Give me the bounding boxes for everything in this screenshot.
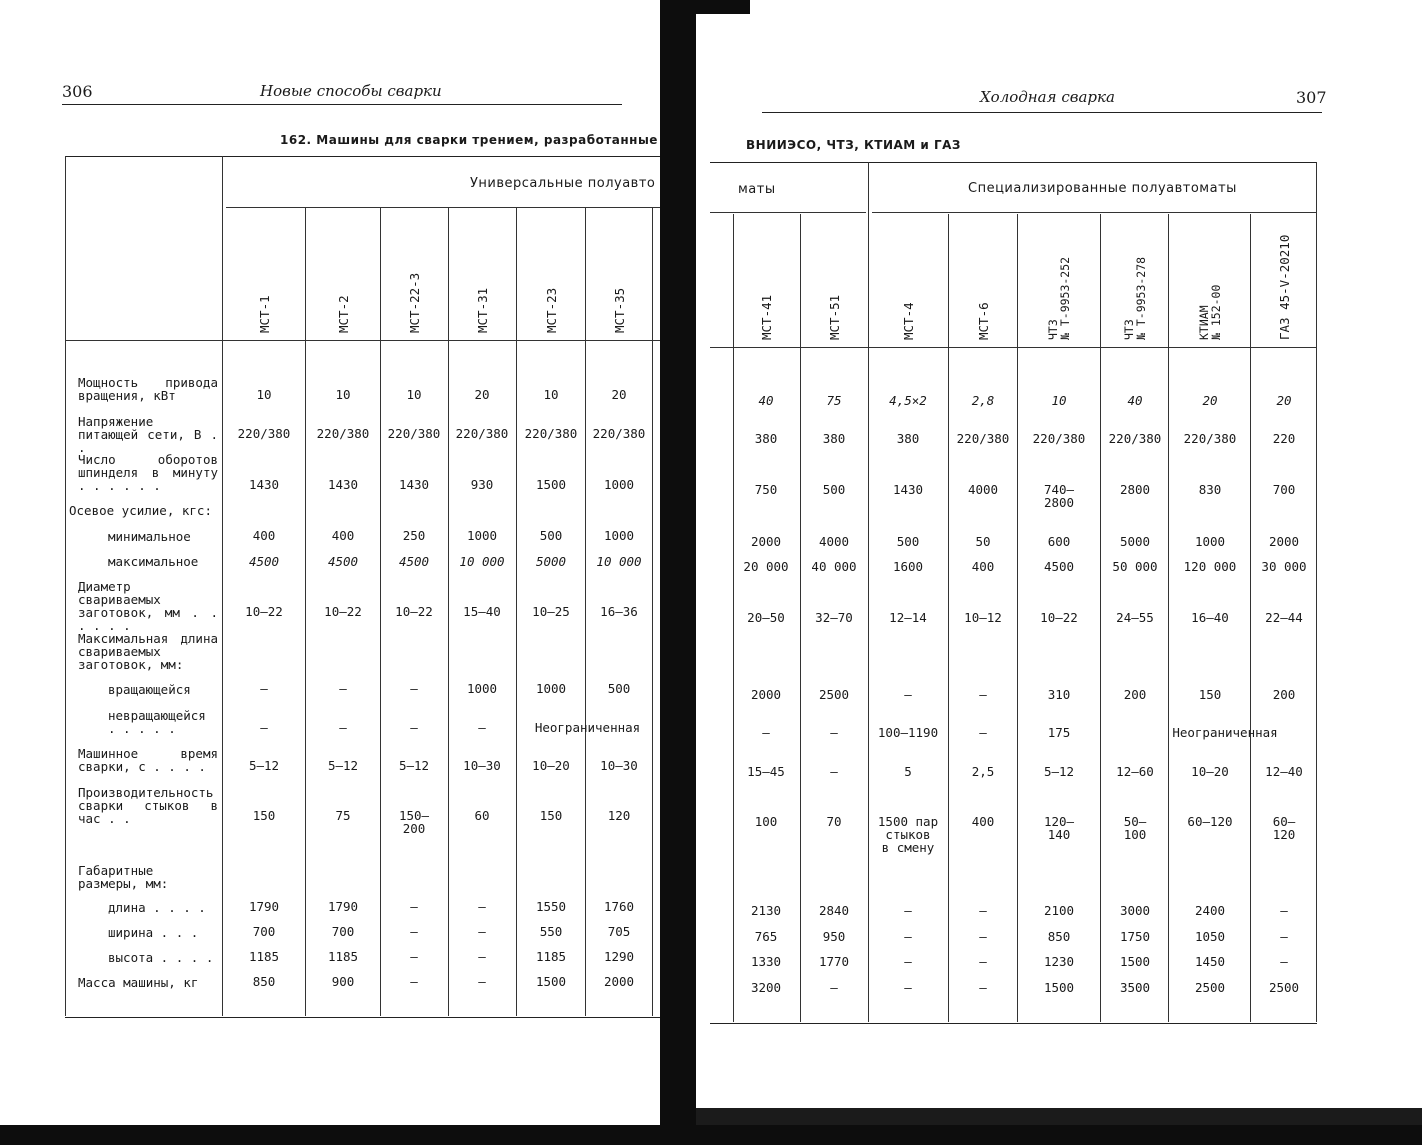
row-label-axial-min: минимальное bbox=[108, 529, 191, 544]
cell-rpm: 1430 bbox=[398, 477, 430, 492]
cell-productivity: 70 bbox=[826, 814, 842, 829]
cell-rotating: 150 bbox=[1198, 687, 1222, 702]
cell-mass: 3200 bbox=[750, 980, 782, 995]
cell-width: 550 bbox=[539, 924, 563, 939]
table-caption-right: ВНИИЭСО, ЧТЗ, КТИАМ и ГАЗ bbox=[746, 138, 961, 152]
row-label-rotating: вращающейся bbox=[108, 682, 191, 697]
cell-mass: — bbox=[979, 980, 987, 995]
cell-axial-min: 400 bbox=[252, 528, 276, 543]
cell-productivity: 150 bbox=[252, 808, 276, 823]
column-header: МСТ-35 bbox=[612, 287, 627, 333]
cell-mass: 2500 bbox=[1268, 980, 1300, 995]
row-label-rpm: Число оборотов шпинделя в минуту . . . . . . bbox=[78, 452, 218, 493]
cell-rpm: 740— 2800 bbox=[1043, 482, 1075, 510]
cell-mass: 1500 bbox=[535, 974, 567, 989]
cell-length: — bbox=[478, 899, 486, 914]
group-header-specialized: Специализированные полуавтоматы bbox=[968, 181, 1237, 196]
cell-productivity: 120— 140 bbox=[1043, 814, 1075, 842]
cell-mass: 2500 bbox=[1194, 980, 1226, 995]
cell-rpm: 2800 bbox=[1119, 482, 1151, 497]
cell-height: 1185 bbox=[535, 949, 567, 964]
cell-rotating: — bbox=[904, 687, 912, 702]
column-header: МСТ-6 bbox=[976, 302, 991, 340]
cell-diameter: 12—14 bbox=[889, 610, 927, 625]
cell-axial-max: 50 000 bbox=[1112, 559, 1158, 574]
cell-rpm: 500 bbox=[822, 482, 846, 497]
column-header: ГАЗ 45-V-20210 bbox=[1277, 234, 1292, 340]
cell-diameter: 20—50 bbox=[747, 610, 785, 625]
cell-rotating: — bbox=[410, 681, 418, 696]
cell-productivity: 100 bbox=[754, 814, 778, 829]
cell-width: — bbox=[410, 924, 418, 939]
cell-rotating: 1000 bbox=[535, 681, 567, 696]
cell-diameter: 24—55 bbox=[1116, 610, 1154, 625]
cell-axial-min: 50 bbox=[975, 534, 991, 549]
cell-length: 2400 bbox=[1194, 903, 1226, 918]
cell-rpm: 1430 bbox=[327, 477, 359, 492]
cell-height: — bbox=[478, 949, 486, 964]
cell-axial-min: 4000 bbox=[818, 534, 850, 549]
cell-voltage: 220/380 bbox=[524, 426, 578, 441]
cell-weld-time: 12—60 bbox=[1116, 764, 1154, 779]
cell-nonrotating: 175 bbox=[1047, 725, 1071, 740]
cell-length: — bbox=[979, 903, 987, 918]
cell-axial-max: 120 000 bbox=[1183, 559, 1237, 574]
column-header: МСТ-1 bbox=[257, 295, 272, 333]
cell-height: 1330 bbox=[750, 954, 782, 969]
cell-weld-time: 5—12 bbox=[1043, 764, 1075, 779]
cell-rpm: 930 bbox=[470, 477, 494, 492]
cell-width: — bbox=[979, 929, 987, 944]
cell-mass: 1500 bbox=[1043, 980, 1075, 995]
cell-length: 2130 bbox=[750, 903, 782, 918]
column-header: ЧТЗ bbox=[1046, 319, 1060, 340]
cell-diameter: 10—22 bbox=[245, 604, 283, 619]
cell-diameter: 32—70 bbox=[815, 610, 853, 625]
cell-rotating: — bbox=[339, 681, 347, 696]
cell-mass: — bbox=[478, 974, 486, 989]
cell-height: 1290 bbox=[603, 949, 635, 964]
cell-width: — bbox=[478, 924, 486, 939]
cell-axial-max: 10 000 bbox=[596, 554, 642, 569]
cell-mass: — bbox=[904, 980, 912, 995]
cell-width: 700 bbox=[252, 924, 276, 939]
cell-rpm: 830 bbox=[1198, 482, 1222, 497]
cell-height: 1450 bbox=[1194, 954, 1226, 969]
cell-weld-time: 5 bbox=[904, 764, 912, 779]
cell-diameter: 15—40 bbox=[463, 604, 501, 619]
row-label-mass: Масса машины, кг bbox=[78, 975, 199, 990]
cell-axial-min: 2000 bbox=[750, 534, 782, 549]
cell-height: 1500 bbox=[1119, 954, 1151, 969]
cell-width: — bbox=[904, 929, 912, 944]
cell-rotating: 2000 bbox=[750, 687, 782, 702]
cell-nonrotating: — bbox=[410, 720, 418, 735]
cell-width: 705 bbox=[607, 924, 631, 939]
cell-diameter: 22—44 bbox=[1265, 610, 1303, 625]
cell-length: 2840 bbox=[818, 903, 850, 918]
cell-axial-max: 5000 bbox=[535, 554, 567, 569]
scan-bottom-edge bbox=[0, 1125, 1422, 1145]
cell-weld-time: 5—12 bbox=[327, 758, 359, 773]
cell-weld-time: 10—30 bbox=[600, 758, 638, 773]
cell-width: 850 bbox=[1047, 929, 1071, 944]
group-header-cont: маты bbox=[738, 182, 776, 197]
cell-length: 1790 bbox=[327, 899, 359, 914]
cell-mass: — bbox=[410, 974, 418, 989]
cell-length: — bbox=[1280, 903, 1288, 918]
cell-diameter: 10—22 bbox=[1040, 610, 1078, 625]
row-label-length: длина . . . . bbox=[108, 900, 206, 915]
cell-rotating: 500 bbox=[607, 681, 631, 696]
left-page-number: 306 bbox=[62, 82, 93, 101]
cell-voltage: 220/380 bbox=[592, 426, 646, 441]
cell-height: — bbox=[904, 954, 912, 969]
column-header: МСТ-22-3 bbox=[407, 272, 422, 333]
cell-axial-min: 250 bbox=[402, 528, 426, 543]
cell-height: 1185 bbox=[248, 949, 280, 964]
cell-nonrotating: — bbox=[260, 720, 268, 735]
cell-height: 1185 bbox=[327, 949, 359, 964]
column-header: № Т-9953-252 bbox=[1058, 256, 1072, 340]
left-running-head: Новые способы сварки bbox=[260, 82, 442, 100]
cell-width: 950 bbox=[822, 929, 846, 944]
cell-axial-min: 1000 bbox=[603, 528, 635, 543]
cell-diameter: 10—22 bbox=[324, 604, 362, 619]
cell-length: 1550 bbox=[535, 899, 567, 914]
cell-mass: 2000 bbox=[603, 974, 635, 989]
cell-rotating: — bbox=[260, 681, 268, 696]
cell-rpm: 4000 bbox=[967, 482, 999, 497]
cell-voltage: 220/380 bbox=[1032, 431, 1086, 446]
cell-voltage: 220/380 bbox=[1108, 431, 1162, 446]
cell-power: 20 bbox=[1202, 393, 1218, 408]
cell-rotating: 2500 bbox=[818, 687, 850, 702]
cell-power: 4,5×2 bbox=[889, 393, 927, 408]
cell-nonrotating: — bbox=[478, 720, 486, 735]
cell-productivity: 60— 120 bbox=[1272, 814, 1296, 842]
cell-productivity: 60 bbox=[474, 808, 490, 823]
cell-voltage: 380 bbox=[896, 431, 920, 446]
cell-rpm: 750 bbox=[754, 482, 778, 497]
cell-voltage: 220/380 bbox=[956, 431, 1010, 446]
cell-axial-max: 4500 bbox=[248, 554, 280, 569]
cell-axial-min: 2000 bbox=[1268, 534, 1300, 549]
right-running-head: Холодная сварка bbox=[980, 88, 1115, 106]
gutter-shadow bbox=[690, 0, 750, 14]
cell-diameter: 16—36 bbox=[600, 604, 638, 619]
cell-weld-time: 10—20 bbox=[532, 758, 570, 773]
cell-axial-max: 1600 bbox=[892, 559, 924, 574]
cell-power: 75 bbox=[826, 393, 842, 408]
table-caption-left: 162. Машины для сварки трением, разработанные bbox=[280, 133, 658, 147]
cell-axial-min: 1000 bbox=[1194, 534, 1226, 549]
cell-axial-min: 1000 bbox=[466, 528, 498, 543]
cell-axial-min: 500 bbox=[896, 534, 920, 549]
cell-axial-min: 400 bbox=[331, 528, 355, 543]
cell-voltage: 220/380 bbox=[237, 426, 291, 441]
cell-productivity: 50— 100 bbox=[1123, 814, 1147, 842]
cell-rotating: 1000 bbox=[466, 681, 498, 696]
column-header: МСТ-2 bbox=[336, 295, 351, 333]
cell-productivity: 75 bbox=[335, 808, 351, 823]
cell-diameter: 16—40 bbox=[1191, 610, 1229, 625]
cell-rpm: 1430 bbox=[248, 477, 280, 492]
row-label-axial: Осевое усилие, кгс: bbox=[69, 503, 212, 518]
cell-height: — bbox=[410, 949, 418, 964]
cell-axial-max: 4500 bbox=[398, 554, 430, 569]
cell-axial-max: 400 bbox=[971, 559, 995, 574]
cell-width: 765 bbox=[754, 929, 778, 944]
cell-height: 1770 bbox=[818, 954, 850, 969]
cell-width: 1750 bbox=[1119, 929, 1151, 944]
cell-length: 2100 bbox=[1043, 903, 1075, 918]
cell-weld-time: 12—40 bbox=[1265, 764, 1303, 779]
cell-rotating: 200 bbox=[1123, 687, 1147, 702]
cell-power: 40 bbox=[758, 393, 774, 408]
cell-unlimited-span: Неограниченная bbox=[1172, 725, 1278, 740]
column-header: МСТ-41 bbox=[759, 294, 774, 340]
row-label-nonrotating: невращающейся . . . . . bbox=[108, 708, 206, 736]
cell-productivity: 400 bbox=[971, 814, 995, 829]
column-header: МСТ-31 bbox=[475, 287, 490, 333]
cell-nonrotating: — bbox=[762, 725, 770, 740]
cell-axial-min: 500 bbox=[539, 528, 563, 543]
column-header: ЧТЗ bbox=[1122, 319, 1136, 340]
cell-voltage: 380 bbox=[754, 431, 778, 446]
cell-nonrotating: — bbox=[830, 725, 838, 740]
column-header: МСТ-4 bbox=[901, 302, 916, 340]
cell-productivity: 120 bbox=[607, 808, 631, 823]
cell-voltage: 220/380 bbox=[455, 426, 509, 441]
cell-mass: — bbox=[830, 980, 838, 995]
cell-rpm: 1500 bbox=[535, 477, 567, 492]
cell-weld-time: 15—45 bbox=[747, 764, 785, 779]
cell-rpm: 1000 bbox=[603, 477, 635, 492]
cell-power: 10 bbox=[256, 387, 272, 402]
cell-width: 700 bbox=[331, 924, 355, 939]
cell-mass: 900 bbox=[331, 974, 355, 989]
row-label-height: высота . . . . bbox=[108, 950, 214, 965]
cell-mass: 3500 bbox=[1119, 980, 1151, 995]
cell-mass: 850 bbox=[252, 974, 276, 989]
cell-length: 1790 bbox=[248, 899, 280, 914]
cell-nonrotating: 100—1190 bbox=[877, 725, 939, 740]
cell-voltage: 220/380 bbox=[387, 426, 441, 441]
row-label-weld-time: Машинное время сварки, с . . . . bbox=[78, 746, 218, 774]
cell-height: — bbox=[1280, 954, 1288, 969]
cell-diameter: 10—12 bbox=[964, 610, 1002, 625]
cell-length: — bbox=[904, 903, 912, 918]
cell-axial-min: 600 bbox=[1047, 534, 1071, 549]
row-label-voltage: Напряжение питающей сети, В . . bbox=[78, 414, 218, 455]
cell-power: 10 bbox=[335, 387, 351, 402]
right-page-number: 307 bbox=[1296, 88, 1327, 107]
cell-rotating: 310 bbox=[1047, 687, 1071, 702]
cell-axial-max: 4500 bbox=[327, 554, 359, 569]
cell-voltage: 220/380 bbox=[316, 426, 370, 441]
cell-width: — bbox=[1280, 929, 1288, 944]
cell-diameter: 10—25 bbox=[532, 604, 570, 619]
column-header: МСТ-51 bbox=[827, 294, 842, 340]
cell-rpm: 700 bbox=[1272, 482, 1296, 497]
cell-rotating: — bbox=[979, 687, 987, 702]
cell-productivity: 60—120 bbox=[1187, 814, 1233, 829]
cell-axial-max: 30 000 bbox=[1261, 559, 1307, 574]
column-header: № Т-9953-278 bbox=[1134, 256, 1148, 340]
cell-power: 10 bbox=[543, 387, 559, 402]
row-label-productivity: Производительность сварки стыков в час . . bbox=[78, 785, 218, 826]
cell-power: 10 bbox=[1051, 393, 1067, 408]
row-label-dimensions: Габаритные размеры, мм: bbox=[78, 863, 169, 891]
cell-height: — bbox=[979, 954, 987, 969]
row-label-width: ширина . . . bbox=[108, 925, 199, 940]
cell-power: 20 bbox=[1276, 393, 1292, 408]
column-header: № 152-00 bbox=[1209, 284, 1223, 340]
cell-weld-time: 10—30 bbox=[463, 758, 501, 773]
cell-length: — bbox=[410, 899, 418, 914]
cell-length: 1760 bbox=[603, 899, 635, 914]
cell-weld-time: 10—20 bbox=[1191, 764, 1229, 779]
row-label-axial-max: максимальное bbox=[108, 554, 199, 569]
cell-weld-time: 5—12 bbox=[248, 758, 280, 773]
cell-voltage: 380 bbox=[822, 431, 846, 446]
row-label-diameter: Диаметр свариваемых заготовок, мм . . . . . . bbox=[78, 579, 218, 633]
cell-rpm: 1430 bbox=[892, 482, 924, 497]
group-header-universal: Универсальные полуавто bbox=[470, 176, 656, 191]
row-label-maxlen: Максимальная длина свариваемых заготовок, мм: bbox=[78, 631, 218, 672]
cell-voltage: 220/380 bbox=[1183, 431, 1237, 446]
cell-productivity: 1500 пар стыков в смену bbox=[877, 814, 939, 855]
cell-power: 10 bbox=[406, 387, 422, 402]
left-header-rule bbox=[62, 104, 622, 105]
cell-axial-max: 10 000 bbox=[459, 554, 505, 569]
cell-productivity: 150 bbox=[539, 808, 563, 823]
cell-length: 3000 bbox=[1119, 903, 1151, 918]
cell-height: 1230 bbox=[1043, 954, 1075, 969]
row-label-power: Мощность привода вращения, кВт bbox=[78, 375, 218, 403]
cell-width: 1050 bbox=[1194, 929, 1226, 944]
cell-axial-max: 20 000 bbox=[743, 559, 789, 574]
cell-axial-max: 4500 bbox=[1043, 559, 1075, 574]
column-header: МСТ-23 bbox=[544, 287, 559, 333]
cell-axial-min: 5000 bbox=[1119, 534, 1151, 549]
cell-power: 40 bbox=[1127, 393, 1143, 408]
cell-weld-time: 2,5 bbox=[971, 764, 995, 779]
column-header: КТИАМ bbox=[1197, 305, 1211, 340]
cell-weld-time: — bbox=[830, 764, 838, 779]
cell-nonrotating: — bbox=[339, 720, 347, 735]
cell-voltage: 220 bbox=[1272, 431, 1296, 446]
cell-nonrotating: — bbox=[979, 725, 987, 740]
cell-productivity: 150— 200 bbox=[398, 808, 430, 836]
right-header-rule bbox=[762, 112, 1322, 113]
cell-diameter: 10—22 bbox=[395, 604, 433, 619]
cell-rotating: 200 bbox=[1272, 687, 1296, 702]
cell-power: 20 bbox=[474, 387, 490, 402]
cell-power: 20 bbox=[611, 387, 627, 402]
cell-weld-time: 5—12 bbox=[398, 758, 430, 773]
right-table-frame bbox=[710, 162, 1317, 1024]
cell-power: 2,8 bbox=[971, 393, 995, 408]
book-gutter bbox=[660, 0, 696, 1145]
cell-unlimited-span: Неограниченная bbox=[534, 720, 641, 735]
cell-axial-max: 40 000 bbox=[811, 559, 857, 574]
